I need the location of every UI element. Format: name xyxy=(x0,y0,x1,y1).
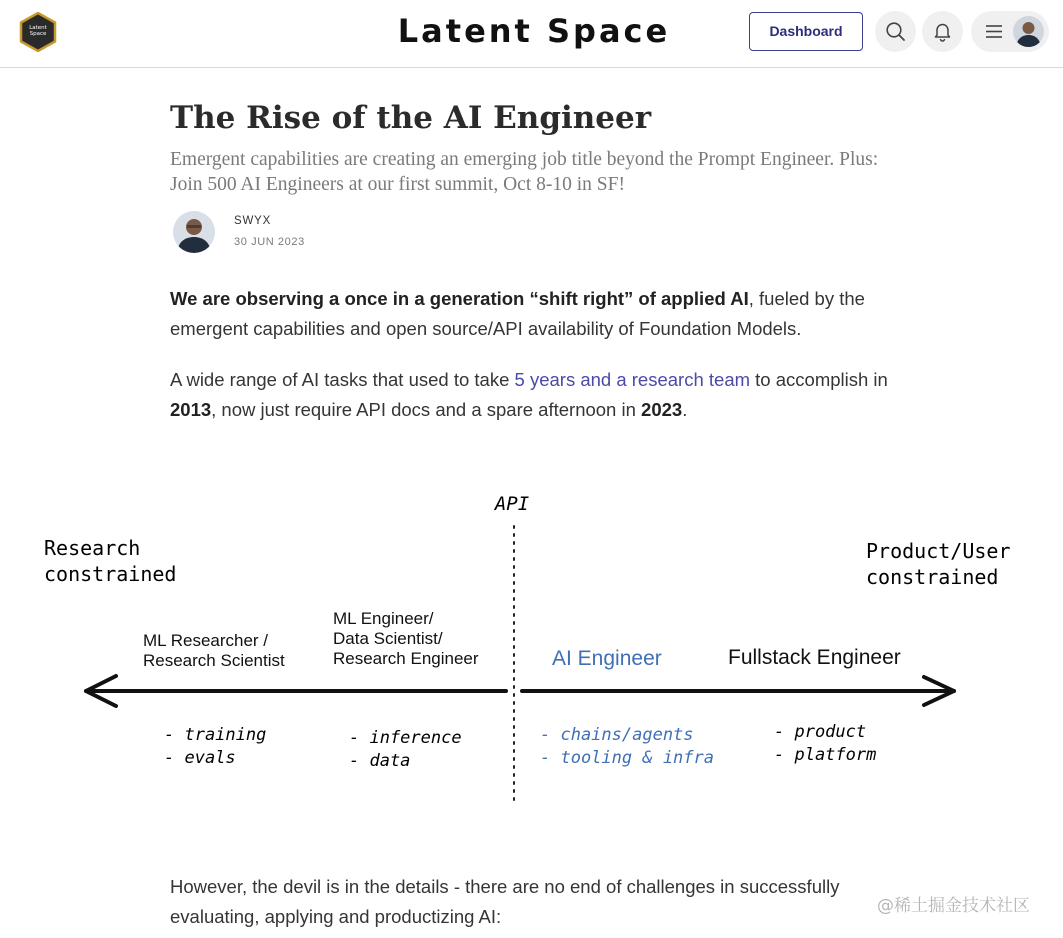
notifications-button[interactable] xyxy=(922,11,963,52)
intro-text: , fueled by the emergent capabilities and open source/API availability of Foundation Models. xyxy=(170,288,865,339)
role-ml-engineer-line2: Data Scientist/ xyxy=(333,629,443,648)
note-tooling-infra: - tooling & infra xyxy=(540,748,714,768)
role-ml-engineer-line1: ML Engineer/ xyxy=(333,609,434,628)
tasks-text-c: , now just require API docs and a spare afternoon in xyxy=(211,399,642,420)
bell-icon xyxy=(932,21,953,42)
top-navigation-bar xyxy=(0,0,1063,68)
search-button[interactable] xyxy=(875,11,916,52)
right-caption-line1: Product/User xyxy=(866,539,1011,563)
ai-engineer-spectrum-diagram xyxy=(0,470,1063,830)
note-training: - training xyxy=(164,725,267,745)
tasks-text-a: A wide range of AI tasks that used to take xyxy=(170,369,515,390)
menu-icon xyxy=(985,24,1003,39)
dashboard-button[interactable]: Dashboard xyxy=(749,12,863,51)
right-caption-line2: constrained xyxy=(866,565,999,589)
logo-text: Latent Space xyxy=(29,25,47,37)
spectrum-diagram-svg xyxy=(0,470,1063,830)
left-arrow xyxy=(86,676,506,706)
note-chains-agents: - chains/agents xyxy=(540,725,694,745)
publication-logo[interactable] xyxy=(19,12,57,52)
research-team-link[interactable]: 5 years and a research team xyxy=(514,369,751,390)
note-data: - data xyxy=(349,751,411,771)
publication-wordmark[interactable]: Latent Space xyxy=(397,12,671,50)
note-inference: - inference xyxy=(349,728,462,748)
author-name[interactable]: SWYX xyxy=(234,215,272,227)
role-ml-engineer-line3: Research Engineer xyxy=(333,649,479,668)
paragraph-tasks xyxy=(170,365,900,425)
publish-date: 30 JUN 2023 xyxy=(234,236,305,248)
left-caption-line1: Research xyxy=(44,536,141,560)
role-ai-engineer: AI Engineer xyxy=(552,647,662,670)
year-2023: 2023 xyxy=(641,399,683,420)
search-icon xyxy=(885,21,906,42)
right-arrow xyxy=(522,677,954,705)
api-label: API xyxy=(494,493,530,515)
watermark: @稀土掘金技术社区 xyxy=(877,896,1030,916)
note-evals: - evals xyxy=(164,748,236,768)
note-product: - product xyxy=(774,722,867,742)
intro-bold-text: We are observing a once in a generation “shift right” of applied AI xyxy=(170,288,749,309)
role-ml-researcher-line1: ML Researcher / xyxy=(143,631,269,650)
account-menu-button[interactable] xyxy=(971,11,1049,52)
left-caption-line2: constrained xyxy=(44,562,177,586)
author-avatar[interactable] xyxy=(173,211,215,253)
paragraph-intro xyxy=(170,284,900,344)
paragraph-challenges: However, the devil is in the details - there are no end of challenges in successfully evaluating, applying and productizing AI: xyxy=(170,876,840,927)
article-title: The Rise of the AI Engineer xyxy=(170,100,652,136)
tasks-text-b: to accomplish in xyxy=(750,369,888,390)
role-fullstack-engineer: Fullstack Engineer xyxy=(728,646,901,669)
role-ml-researcher-line2: Research Scientist xyxy=(143,651,285,670)
tasks-text-d: . xyxy=(682,399,688,420)
year-2013: 2013 xyxy=(170,399,212,420)
article-subtitle: Emergent capabilities are creating an emerging job title beyond the Prompt Engineer. Plus: Join 500 AI Engineers at our first summit, Oct 8-10 in SF! xyxy=(170,149,879,195)
user-avatar xyxy=(1013,16,1044,47)
note-platform: - platform xyxy=(774,745,877,765)
